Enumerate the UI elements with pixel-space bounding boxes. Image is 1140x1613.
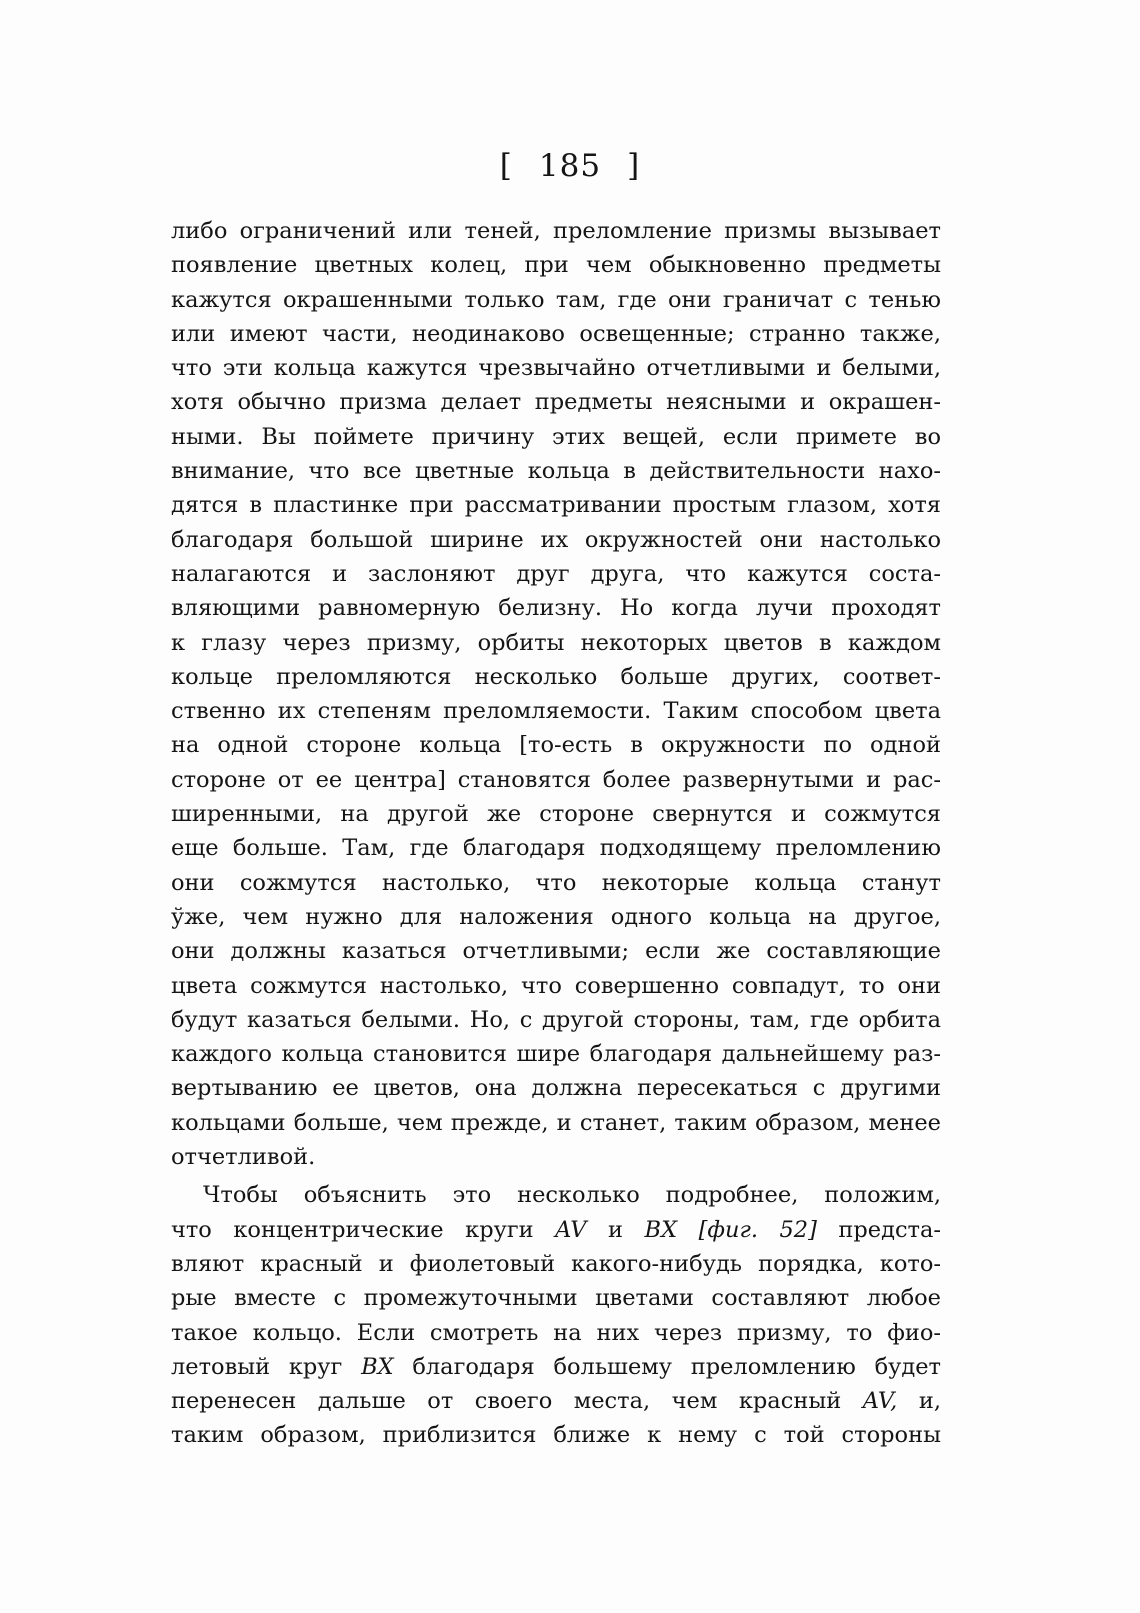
text-line-content: они должны казаться отчетливыми; если же составляющие [171,938,941,965]
text-line [171,1003,941,1037]
text-line-content: ўже, чем нужно для наложения одного кольца на другое, [171,903,941,930]
text-line-content: ширенными, на другой же стороне свернутся и сожмутся [171,801,941,828]
page-number-header [0,148,1140,184]
label-av: AV [555,1216,587,1243]
text-line-content: таким образом, приблизится ближе к нему с той стороны [171,1422,941,1449]
label-bx: BX [361,1353,394,1380]
text-line-content: такое кольцо. Если смотреть на них через призму, то фио- [171,1319,941,1346]
text-line [171,763,941,797]
text-line [171,248,941,282]
text-line [171,660,941,694]
text-line-content: хотя обычно призма делает предметы неясными и окрашен- [171,389,941,416]
text-line [171,557,941,591]
text-line [171,385,941,419]
text-line-content: будут казаться белыми. Но, с другой стороны, там, где орбита [171,1006,941,1033]
text-line [171,523,941,557]
text-line [171,969,941,1003]
text-line-content: появление цветных колец, при чем обыкновенно предметы [171,252,941,279]
label-bx: BX [644,1216,678,1243]
bracket-close: ] [627,148,641,184]
text-line-content: вляют красный и фиолетовый какого-нибудь порядка, кото- [171,1250,941,1277]
text-line [171,420,941,454]
text-line-content: еще больше. Там, где благодаря подходящему преломлению [171,835,941,862]
body-text [171,214,941,1453]
text-line [171,1140,941,1174]
text-line [171,1213,941,1247]
text-line [171,488,941,522]
paragraph-2 [171,1178,941,1452]
text-line [171,866,941,900]
text-line [171,351,941,385]
text-line [171,900,941,934]
text-line [171,214,941,248]
text-line [171,1384,941,1418]
text-segment: и, [918,1388,941,1415]
text-line-content: дятся в пластинке при рассматривании простым глазом, хотя [171,492,941,519]
text-line-content: вертыванию ее цветов, она должна пересекаться с другими [171,1075,941,1102]
text-line [171,1247,941,1281]
text-line [171,1178,941,1212]
text-line-content: стороне от ее центра] становятся более развернутыми и рас- [171,766,941,793]
text-segment: и [608,1216,624,1243]
text-line-content: налагаются и заслоняют друг друга, что кажутся соста- [171,560,941,587]
text-line [171,797,941,831]
text-line-content: кажутся окрашенными только там, где они граничат с тенью [171,286,941,313]
text-line [171,1350,941,1384]
text-line [171,283,941,317]
text-line-content: цвета сожмутся настолько, что совершенно совпадут, то они [171,972,941,999]
text-line [171,454,941,488]
text-line [171,934,941,968]
text-line-content: или имеют части, неодинаково освещенные; странно также, [171,320,941,347]
text-line-content: кольцами больше, чем прежде, и станет, таким образом, менее [171,1109,941,1136]
text-line-content: ными. Вы поймете причину этих вещей, если примете во [171,423,941,450]
text-line-content: кольце преломляются несколько больше других, соответ- [171,663,941,690]
text-segment: летовый круг [171,1353,343,1380]
bracket-open: [ [499,148,513,184]
text-line-content: они сожмутся настолько, что некоторые кольца станут [171,869,941,896]
text-line-content: либо ограничений или теней, преломление призмы вызывает [171,218,941,244]
text-line [171,1106,941,1140]
text-segment: благодаря большему преломлению будет [412,1353,941,1380]
text-segment: перенесен дальше от своего места, чем красный [171,1388,842,1415]
paragraph-1 [171,214,941,1178]
text-line [171,694,941,728]
text-line [171,831,941,865]
text-segment: предста- [838,1216,941,1243]
text-line-content: Чтобы объяснить это несколько подробнее, положим, [203,1182,941,1209]
text-line [171,728,941,762]
text-segment: что концентрические круги [171,1216,534,1243]
text-line-content: на одной стороне кольца [то-есть в окружности по одной [171,732,941,759]
text-line [171,1281,941,1315]
text-line [171,317,941,351]
text-line [171,591,941,625]
text-line-content: ственно их степеням преломляемости. Таким способом цвета [171,698,941,725]
text-line [171,1316,941,1350]
text-line [171,1418,941,1452]
text-line-content: благодаря большой ширине их окружностей они настолько [171,526,941,553]
text-line-content: что эти кольца кажутся чрезвычайно отчетливыми и белыми, [171,355,941,382]
text-line-content: рые вместе с промежуточными цветами составляют любое [171,1285,941,1312]
text-line-content: вляющими равномерную белизну. Но когда лучи проходят [171,595,941,622]
text-line [171,1071,941,1105]
text-line-content: к глазу через призму, орбиты некоторых цветов в каждом [171,629,941,656]
page-number: 185 [538,148,602,184]
label-av: AV, [862,1388,898,1415]
text-line [171,626,941,660]
text-line [171,1037,941,1071]
text-line-content: внимание, что все цветные кольца в действительности нахо- [171,458,941,485]
text-line-content: отчетливой. [171,1144,316,1171]
text-line-content: каждого кольца становится шире благодаря дальнейшему раз- [171,1041,941,1068]
figure-reference: [фиг. 52] [698,1216,817,1243]
